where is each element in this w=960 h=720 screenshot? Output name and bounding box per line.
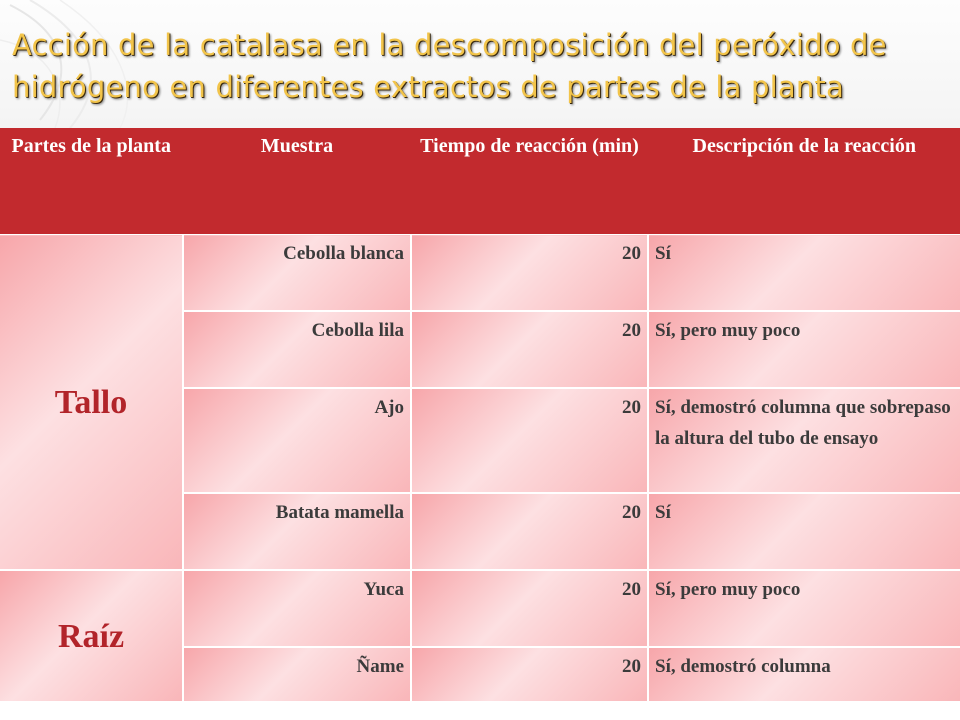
header-time: Tiempo de reacción (min) [411, 128, 648, 235]
table-row [0, 570, 960, 647]
sample-cell: Cebolla blanca [183, 235, 411, 312]
header-parts: Partes de la planta [0, 128, 183, 235]
description-cell: Sí, pero muy poco [648, 311, 960, 388]
description-cell: Sí, demostró columna [648, 647, 960, 702]
group-label-tallo: Tallo [0, 235, 183, 571]
time-cell: 20 [411, 647, 648, 702]
time-cell: 20 [411, 235, 648, 312]
sample-cell: Batata mamella [183, 493, 411, 570]
header-description: Descripción de la reacción [648, 128, 960, 235]
results-table [0, 128, 960, 703]
sample-cell: Ñame [183, 647, 411, 702]
group-label-raiz: Raíz [0, 570, 183, 702]
table-header-row [0, 128, 960, 235]
description-cell: Sí [648, 235, 960, 312]
table-row [0, 235, 960, 312]
time-cell: 20 [411, 388, 648, 493]
time-cell: 20 [411, 493, 648, 570]
sample-cell: Ajo [183, 388, 411, 493]
time-cell: 20 [411, 570, 648, 647]
description-cell: Sí [648, 493, 960, 570]
sample-cell: Cebolla lila [183, 311, 411, 388]
sample-cell: Yuca [183, 570, 411, 647]
description-cell: Sí, demostró columna que sobrepaso la altura del tubo de ensayo [648, 388, 960, 493]
description-cell: Sí, pero muy poco [648, 570, 960, 647]
time-cell: 20 [411, 311, 648, 388]
slide-title: Acción de la catalasa en la descomposición del peróxido de hidrógeno en diferentes extractos de partes de la planta [12, 28, 887, 104]
header-sample: Muestra [183, 128, 411, 235]
